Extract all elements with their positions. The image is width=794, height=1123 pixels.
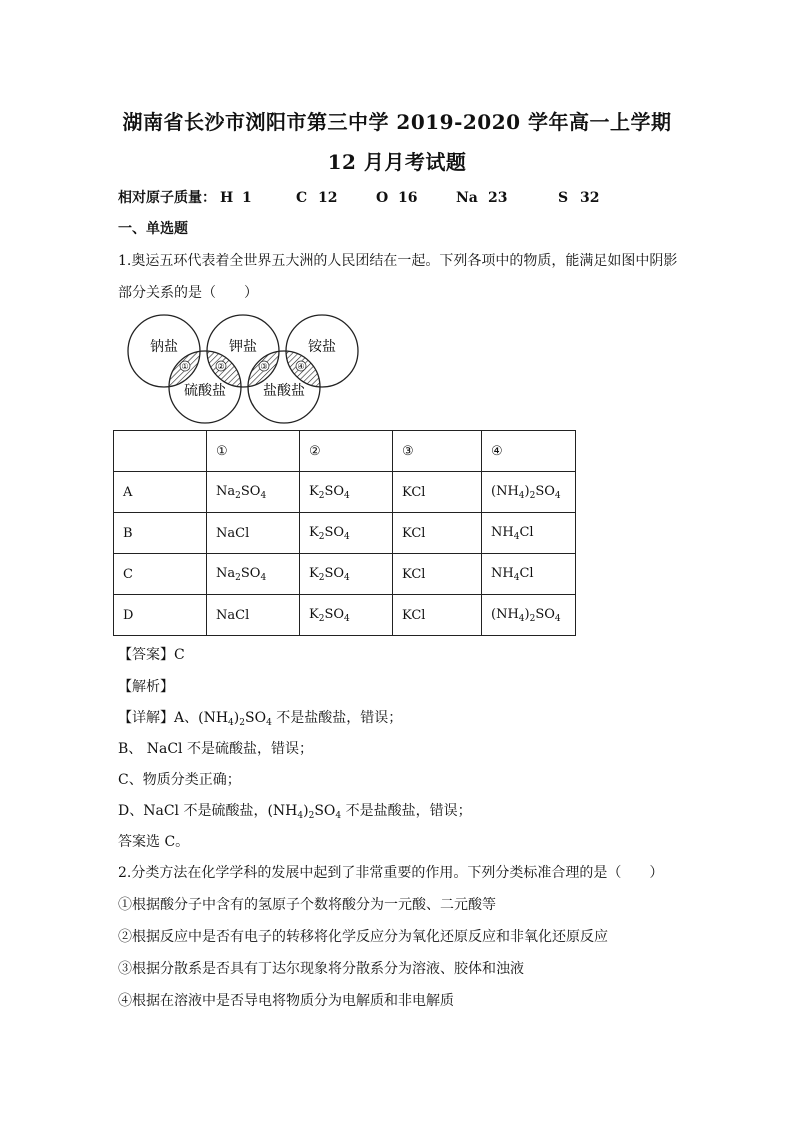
question-1-stem-line-2: 部分关系的是（ ）: [118, 285, 258, 301]
atomic-mass-item: C 12: [296, 190, 338, 206]
formula-cell: KCl: [393, 472, 482, 513]
atomic-mass-item: S 32: [558, 190, 600, 206]
table-row: [114, 513, 576, 554]
option-label: B: [114, 513, 207, 554]
formula-cell: KCl: [393, 554, 482, 595]
question-2-option: ③根据分散系是否具有丁达尔现象将分散系分为溶液、胶体和浊液: [118, 961, 524, 977]
table-row: [114, 595, 576, 636]
potassium-salt-label: 钾盐: [229, 339, 257, 355]
formula-cell: $NH_4Cl$: [482, 554, 576, 595]
region-3-label: ③: [260, 362, 268, 371]
atomic-mass-label: 相对原子质量：: [118, 190, 216, 206]
section-heading: 一、单选题: [118, 221, 188, 237]
detail-b-line: B、 NaCl 不是硫酸盐，错误；: [118, 741, 313, 757]
detail-d-line: D、NaCl 不是硫酸盐，$(NH_4)_2SO_4$ 不是盐酸盐，错误；: [118, 803, 472, 821]
table-header-cell: ①: [207, 431, 300, 472]
table-row: [114, 554, 576, 595]
question-2-stem: 2.分类方法在化学学科的发展中起到了非常重要的作用。下列分类标准合理的是（ ）: [118, 865, 664, 881]
sulfate-label: 硫酸盐: [184, 383, 226, 399]
table-header-cell: ②: [300, 431, 393, 472]
formula-cell: $K_2SO_4$: [300, 513, 393, 554]
region-2-label: ②: [217, 362, 225, 371]
region-1-label: ①: [181, 362, 189, 371]
detail-a-line: 【详解】A、$(NH_4)_2SO_4$ 不是盐酸盐，错误；: [118, 710, 403, 728]
question-2-option: ①根据酸分子中含有的氢原子个数将酸分为一元酸、二元酸等: [118, 897, 496, 913]
atomic-mass-item: H 1: [220, 190, 252, 206]
question-2-option: ②根据反应中是否有电子的转移将化学反应分为氧化还原反应和非氧化还原反应: [118, 929, 608, 945]
five-rings-diagram: [123, 313, 363, 425]
formula-cell: KCl: [393, 595, 482, 636]
atomic-mass-line: [118, 187, 599, 207]
conclusion-line: 答案选 C。: [118, 834, 190, 850]
region-4-label: ④: [297, 362, 305, 371]
table-row: [114, 472, 576, 513]
formula-cell: NaCl: [207, 513, 300, 554]
answer-line: 【答案】C: [118, 647, 185, 663]
formula-cell: NaCl: [207, 595, 300, 636]
formula-cell: $NH_4Cl$: [482, 513, 576, 554]
document-title-line-2: 12 月月考试题: [327, 150, 467, 174]
formula-cell: $K_2SO_4$: [300, 595, 393, 636]
ammonium-salt-label: 铵盐: [308, 339, 336, 355]
formula-cell: $(NH_4)_2SO_4$: [482, 595, 576, 636]
table-header-cell: [114, 431, 207, 472]
option-label: A: [114, 472, 207, 513]
option-label: D: [114, 595, 207, 636]
atomic-mass-item: Na 23: [456, 190, 508, 206]
question-1-stem-line-1: 1.奥运五环代表着全世界五大洲的人民团结在一起。下列各项中的物质，能满足如图中阴影: [118, 253, 678, 269]
formula-cell: $Na_2SO_4$: [207, 472, 300, 513]
table-header-cell: ④: [482, 431, 576, 472]
formula-cell: $Na_2SO_4$: [207, 554, 300, 595]
question-2-option: ④根据在溶液中是否导电将物质分为电解质和非电解质: [118, 993, 454, 1009]
table-header-row: [114, 431, 576, 472]
formula-cell: $(NH_4)_2SO_4$: [482, 472, 576, 513]
atomic-mass-item: O 16: [376, 190, 418, 206]
option-label: C: [114, 554, 207, 595]
chloride-label: 盐酸盐: [263, 383, 305, 399]
detail-c-line: C、物质分类正确；: [118, 772, 241, 788]
analysis-heading: 【解析】: [118, 679, 174, 695]
formula-cell: $K_2SO_4$: [300, 554, 393, 595]
sodium-salt-label: 钠盐: [150, 339, 178, 355]
formula: $(NH_4)_2SO_4$: [198, 710, 272, 728]
formula-cell: $K_2SO_4$: [300, 472, 393, 513]
table-header-cell: ③: [393, 431, 482, 472]
document-title-line-1: 湖南省长沙市浏阳市第三中学 2019-2020 学年高一上学期: [122, 110, 672, 134]
formula: $(NH_4)_2SO_4$: [267, 803, 342, 821]
options-table: [113, 430, 576, 636]
formula-cell: KCl: [393, 513, 482, 554]
